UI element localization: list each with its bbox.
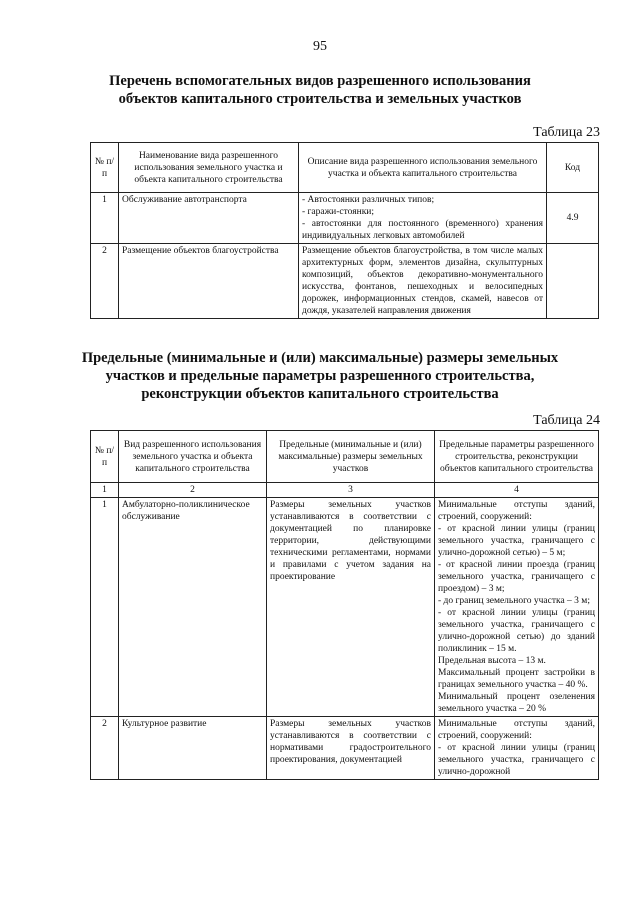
t24-row2-sizes: Размеры земельных участков устанавливаются в соответствии с нормативами градостроительного проектирования, документацией (267, 717, 435, 780)
table-row (91, 193, 599, 244)
t24-row1-num: 1 (91, 498, 119, 717)
t24-row1-params-line-2: - от красной линии улицы (границ земельного участка, граничащего с улично-дорожной сетью) – 5 м; (438, 524, 595, 558)
section1-title-line-2: объектов капитального строительства и земельных участков (118, 91, 522, 107)
t24-row2-num: 2 (91, 717, 119, 780)
t23-row1-num: 1 (91, 193, 119, 244)
t24-colnum-4: 4 (435, 483, 599, 498)
t24-row1-params-line-1: Минимальные отступы зданий, строений, сооружений: (438, 500, 595, 522)
t24-row1-params (435, 498, 599, 717)
t24-row1-type: Амбулаторно-поликлиническое обслуживание (119, 498, 267, 717)
t23-row1-desc (299, 193, 547, 244)
t24-header-num: № п/п (91, 431, 119, 483)
page-number: 95 (313, 39, 327, 54)
t23-row1-name: Обслуживание автотранспорта (119, 193, 299, 244)
t23-row2-name: Размещение объектов благоустройства (119, 244, 299, 319)
section2-title (60, 349, 580, 403)
table23-label: Таблица 23 (533, 125, 600, 140)
t24-header-params: Предельные параметры разрешенного строительства, реконструкции объектов капитального строительства (435, 431, 599, 483)
t23-header-code: Код (547, 143, 599, 193)
table24-label: Таблица 24 (533, 413, 600, 428)
table-23 (90, 142, 599, 319)
section2-title-line-2: участков и предельные параметры разрешенного строительства, (105, 368, 535, 384)
t24-row2-params-line-2: - от красной линии улицы (границ земельного участка, граничащего с улично-дорожной (438, 743, 595, 777)
table-row (91, 717, 599, 780)
section1-title (60, 72, 580, 108)
t23-row2-desc: Размещение объектов благоустройства, в том числе малых архитектурных форм, элементов дизайна, скульптурных композиций, объектов декоративно-монументального искусства, фонтанов, пешеходных и велосипедных дорожек, информационных стендов, скамей, навесов от дождя, указателей направления движения (299, 244, 547, 319)
t23-row2-code (547, 244, 599, 319)
t24-header-type: Вид разрешенного использования земельного участка и объекта капитального строительства (119, 431, 267, 483)
t24-row2-type: Культурное развитие (119, 717, 267, 780)
t24-row1-params-line-7: Максимальный процент застройки в границах земельного участка – 40 %. (438, 668, 595, 690)
table-row (91, 498, 599, 717)
t23-row1-desc-line-1: - Автостоянки различных типов; (302, 195, 435, 205)
t24-colnum-3: 3 (267, 483, 435, 498)
t23-row2-num: 2 (91, 244, 119, 319)
table-row (91, 244, 599, 319)
t23-header-num: № п/п (91, 143, 119, 193)
t23-row1-desc-line-3: - автостоянки для постоянного (временного) хранения индивидуальных легковых автомобилей (302, 219, 543, 241)
t24-header-sizes: Предельные (минимальные и (или) максимальные) размеры земельных участков (267, 431, 435, 483)
section1-title-line-1: Перечень вспомогательных видов разрешенного использования (109, 73, 531, 89)
t24-row1-params-line-3: - от красной линии проезда (границ земельного участка, граничащего с проездом) – 3 м; (438, 560, 595, 594)
t24-row2-params (435, 717, 599, 780)
section2-title-line-3: реконструкции объектов капитального строительства (141, 386, 499, 402)
t24-row1-params-line-4: - до границ земельного участка – 3 м; (438, 596, 590, 606)
t24-row1-params-line-5: - от красной линии улицы (границ земельного участка, граничащего с улично-дорожной сетью) до зданий поликлиник – 15 м. (438, 608, 595, 654)
t23-header-desc: Описание вида разрешенного использования земельного участка и объекта капитального строительства (299, 143, 547, 193)
t24-colnum-1: 1 (91, 483, 119, 498)
table-24 (90, 430, 599, 780)
t24-row1-params-line-6: Предельная высота – 13 м. (438, 656, 546, 666)
section2-title-line-1: Предельные (минимальные и (или) максимальные) размеры земельных (81, 350, 559, 366)
t24-column-numbers (91, 483, 599, 498)
t24-row2-params-line-1: Минимальные отступы зданий, строений, сооружений: (438, 719, 595, 741)
t24-row1-sizes: Размеры земельных участков устанавливаются в соответствии с документацией по планировке территории, действующими техническими регламентами, нормами и правилами с учетом задания на проектирование (267, 498, 435, 717)
t23-row1-desc-line-2: - гаражи-стоянки; (302, 207, 375, 217)
t23-row1-code: 4.9 (547, 193, 599, 244)
t23-header-name: Наименование вида разрешенного использования земельного участка и объекта капитального строительства (119, 143, 299, 193)
t24-row1-params-line-8: Минимальный процент озеленения земельного участка – 20 % (438, 692, 595, 714)
t24-colnum-2: 2 (119, 483, 267, 498)
